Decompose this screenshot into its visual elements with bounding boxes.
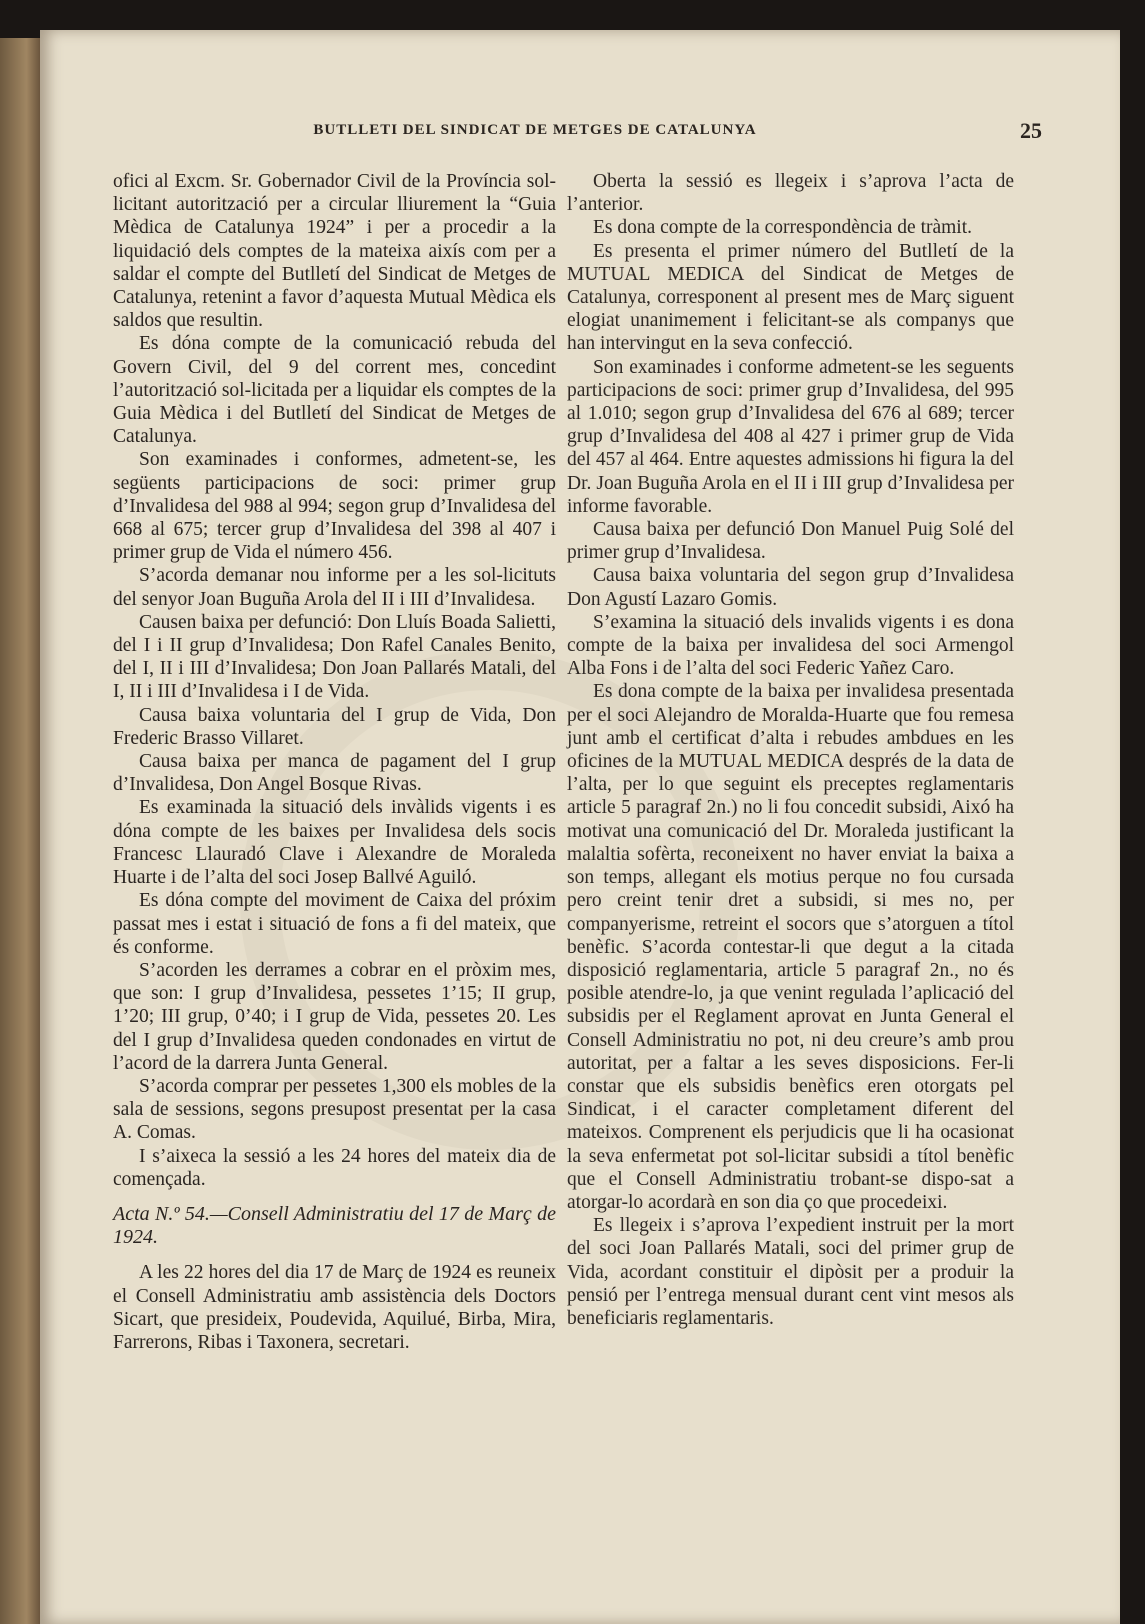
paragraph: Son examinades i conforme admetent-se les seguents participacions de soci: primer grup d’Invalidesa, del 995 al 1.010; segon grup d’Invalidesa del 676 al 689; tercer grup d’Invalidesa del 408 al 427 i primer grup de Vida del 457 al 464. Entre aquestes admissions hi figura la del Dr. Joan Buguña Arola en el II i III grup d’Invalidesa per informe favorable.	[567, 356, 1014, 517]
paragraph: ofici al Excm. Sr. Gobernador Civil de la Província sol-licitant autorització per a circular lliurement la “Guia Mèdica de Catalunya 1924” i per a procedir a la liquidació dels comptes de la mateixa aixís com per a saldar el compte del Butlletí del Sindicat de Metges de Catalunya, retenint a favor d’aquesta Mutual Mèdica els saldos que resultin.	[113, 171, 556, 332]
page-number: 25	[1020, 118, 1042, 143]
paragraph: Es dona compte de la baixa per invalidesa presentada per el soci Alejandro de Moralda-Huarte que fou remesa junt amb el certificat d’alta i rebudes ambdues en les oficines de la MUTUAL MEDICA després de la data de l’alta, per lo que seguint els preceptes reglamentaris article 5 paragraf 2n.) no li fou concedit subsidi, Aixó ha motivat una comunicació del Dr. Moraleda justificant la malaltia sofèrta, reconeixent no haver enviat la baixa a son temps, allegant els motius perque no fou cursada pero creint tenir dret a subsidi, si mes no, per companyerisme, retreint el socors que s’atorguen a títol benèfic. S’acorda contestar-li que degut a la citada disposició reglamentaria, article 5 paragraf 2n., no és posible atendre-lo, ja que venint regulada l’aplicació del subsidis per el Reglament aprovat en Junta General el Consell Administratiu no pot, ni deu creure’s amb prou autoritat, per a faltar a les seves disposicions. Fer-li constar que els subsidis benèfics eren otorgats pel Sindicat, i el caracter completament diferent del mateixos. Comprenent els perjudicis que li ha ocasionat la seva enfermetat pot sol-licitar subsidi a títol benèfic que el Consell Administratiu trobant-se dispo-sat a atorgar-lo acordarà en son dia ço que procedeixi.	[567, 681, 1014, 1213]
paragraph: Es llegeix i s’aprova l’expedient instruit per la mort del soci Joan Pallarés Matali, soci del primer grup de Vida, acordant constituir el dipòsit per a produir la pensió per l’entrega mensual durant cent vint mesos als beneficiaris reglamentaris.	[567, 1215, 1014, 1329]
paragraph: Causa baixa per manca de pagament del I grup d’Invalidesa, Don Angel Bosque Rivas.	[113, 751, 556, 796]
paragraph: Causen baixa per defunció: Don Lluís Boada Salietti, del I i II grup d’Invalidesa; Don Rafel Canales Benito, del I, II i III d’Invalidesa; Don Joan Pallarés Matali, del I, II i III d’Invalidesa i I de Vida.	[113, 611, 556, 703]
right-column	[567, 170, 1014, 1330]
page	[40, 30, 1120, 1624]
paragraph: Causa baixa per defunció Don Manuel Puig Solé del primer grup d’Invalidesa.	[567, 519, 1014, 564]
paragraph: S’acorden les derrames a cobrar en el pròxim mes, que son: I grup d’Invalidesa, pessetes 1’15; II grup, 1’20; III grup, 0’40; i I grup de Vida, pessetes 20. Les del I grup d’Invalidesa queden condonades en virtut de l’acord de la darrera Junta General.	[113, 959, 556, 1074]
paragraph: Causa baixa voluntaria del I grup de Vida, Don Frederic Brasso Villaret.	[113, 704, 556, 749]
previous-page-edge	[0, 38, 44, 1624]
running-head: BUTLLETI DEL SINDICAT DE METGES DE CATALUNYA	[313, 122, 757, 138]
page-header	[40, 118, 1120, 148]
act-heading: Acta N.º 54.—Consell Administratiu del 17 de Març de 1924.	[113, 1202, 556, 1249]
left-column	[113, 170, 556, 1354]
paragraph: Oberta la sessió es llegeix i s’aprova l’acta de l’anterior.	[567, 171, 1014, 216]
paragraph: Es dóna compte del moviment de Caixa del próxim passat mes i estat i situació de fons a fi del mateix, que és conforme.	[113, 890, 556, 958]
paragraph: Son examinades i conformes, admetent-se, les següents participacions de soci: primer grup d’Invalidesa del 988 al 994; segon grup d’Invalidesa del 668 al 675; tercer grup d’Invalidesa del 398 al 407 i primer grup de Vida el número 456.	[113, 449, 556, 564]
paragraph: Es presenta el primer número del Butlletí de la MUTUAL MEDICA del Sindicat de Metges de Catalunya, corresponent al present mes de Març siguent elogiat unanimement i felicitant-se als companys que han intervingut en la seva confecció.	[567, 240, 1014, 355]
paragraph: I s’aixeca la sessió a les 24 hores del mateix dia de començada.	[113, 1145, 556, 1190]
paragraph: Es dona compte de la correspondència de tràmit.	[593, 217, 973, 239]
paragraph: Es examinada la situació dels invàlids vigents i es dóna compte de les baixes per Invalidesa dels socis Francesc Llauradó Clave i Alexandre de Moraleda Huarte i de l’alta del soci Josep Ballvé Aguiló.	[113, 797, 556, 889]
paragraph: Causa baixa voluntaria del segon grup d’Invalidesa Don Agustí Lazaro Gomis.	[567, 565, 1014, 610]
paragraph: S’acorda comprar per pessetes 1,300 els mobles de la sala de sessions, segons presupost presentat per la casa A. Comas.	[113, 1075, 556, 1144]
paragraph: Es dóna compte de la comunicació rebuda del Govern Civil, del 9 del corrent mes, concedint l’autorització sol-licitada per a liquidar els comptes de la Guia Mèdica i del Butlletí del Sindicat de Metges de Catalunya.	[113, 333, 556, 448]
paragraph: S’acorda demanar nou informe per a les sol-licituts del senyor Joan Buguña Arola del II i III d’Invalidesa.	[113, 565, 556, 610]
act-body: A les 22 hores del dia 17 de Març de 1924 es reuneix el Consell Administratiu amb assistència dels Doctors Sicart, que presideix, Poudevida, Aquilué, Birba, Mira, Farrerons, Ribas i Taxonera, secretari.	[113, 1262, 556, 1353]
paragraph: S’examina la situació dels invalids vigents i es dona compte de la baixa per invalidesa del soci Armengol Alba Fons i de l’alta del soci Federic Yañez Caro.	[567, 611, 1014, 680]
